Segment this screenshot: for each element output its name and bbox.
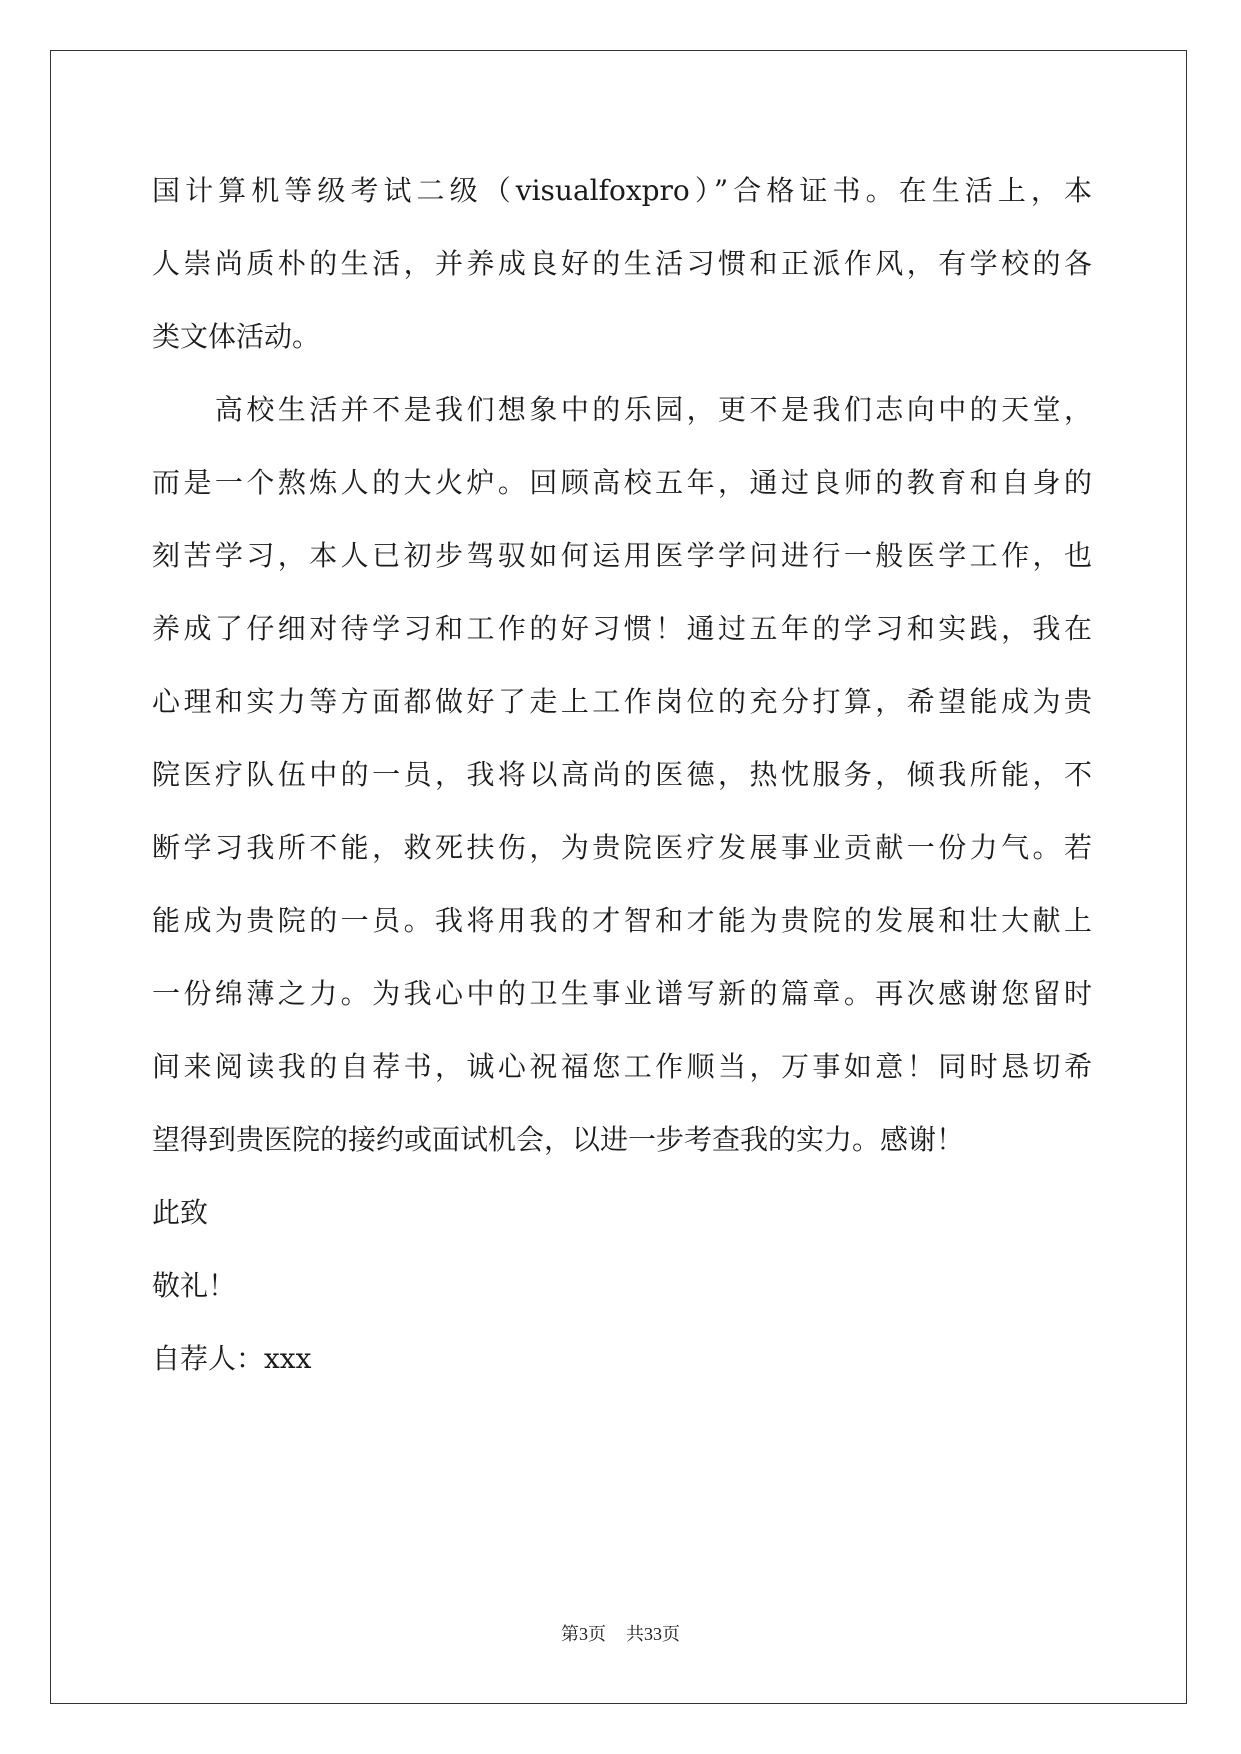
text-line: 间来阅读我的自荐书，诚心祝福您工作顺当，万事如意！同时恳切希 (152, 1050, 1092, 1083)
salutation: 此致 (152, 1196, 209, 1229)
text-line: 人崇尚质朴的生活，并养成良好的生活习惯和正派作风，有学校的各 (152, 247, 1092, 280)
signature: 自荐人：xxx (152, 1342, 312, 1375)
text-line: 望得到贵医院的接约或面试机会，以进一步考查我的实力。感谢！ (152, 1123, 965, 1156)
text-line: 养成了仔细对待学习和工作的好习惯！通过五年的学习和实践，我在 (152, 612, 1092, 645)
text-line: 院医疗队伍中的一员，我将以高尚的医德，热忱服务，倾我所能，不 (152, 758, 1092, 791)
text-line: 一份绵薄之力。为我心中的卫生事业谱写新的篇章。再次感谢您留时 (152, 977, 1092, 1010)
text-line: 而是一个熬炼人的大火炉。回顾高校五年，通过良师的教育和自身的 (152, 466, 1092, 499)
text-line: 心理和实力等方面都做好了走上工作岗位的充分打算，希望能成为贵 (152, 685, 1092, 718)
page-border (50, 50, 1187, 1704)
footer-total-prefix: 共 (626, 1624, 644, 1645)
text-line: 能成为贵院的一员。我将用我的才智和才能为贵院的发展和壮大献上 (152, 904, 1092, 937)
text-line: 刻苦学习，本人已初步驾驭如何运用医学学问进行一般医学工作，也 (152, 539, 1092, 572)
text-line: 断学习我所不能，救死扶伤，为贵院医疗发展事业贡献一份力气。若 (152, 831, 1092, 864)
footer-page-suffix: 页 (588, 1624, 606, 1645)
closing: 敬礼！ (152, 1269, 237, 1302)
total-page-count: 33 (644, 1624, 662, 1644)
current-page-number: 3 (579, 1624, 588, 1644)
text-line: 类文体活动。 (152, 320, 321, 353)
text-line: 国计算机等级考试二级（visualfoxpro）”合格证书。在生活上，本 (152, 174, 1092, 207)
footer-prefix: 第 (561, 1624, 579, 1645)
footer-total-suffix: 页 (662, 1624, 680, 1645)
text-line: 高校生活并不是我们想象中的乐园，更不是我们志向中的天堂， (152, 393, 1092, 426)
page-footer (0, 1620, 1241, 1646)
